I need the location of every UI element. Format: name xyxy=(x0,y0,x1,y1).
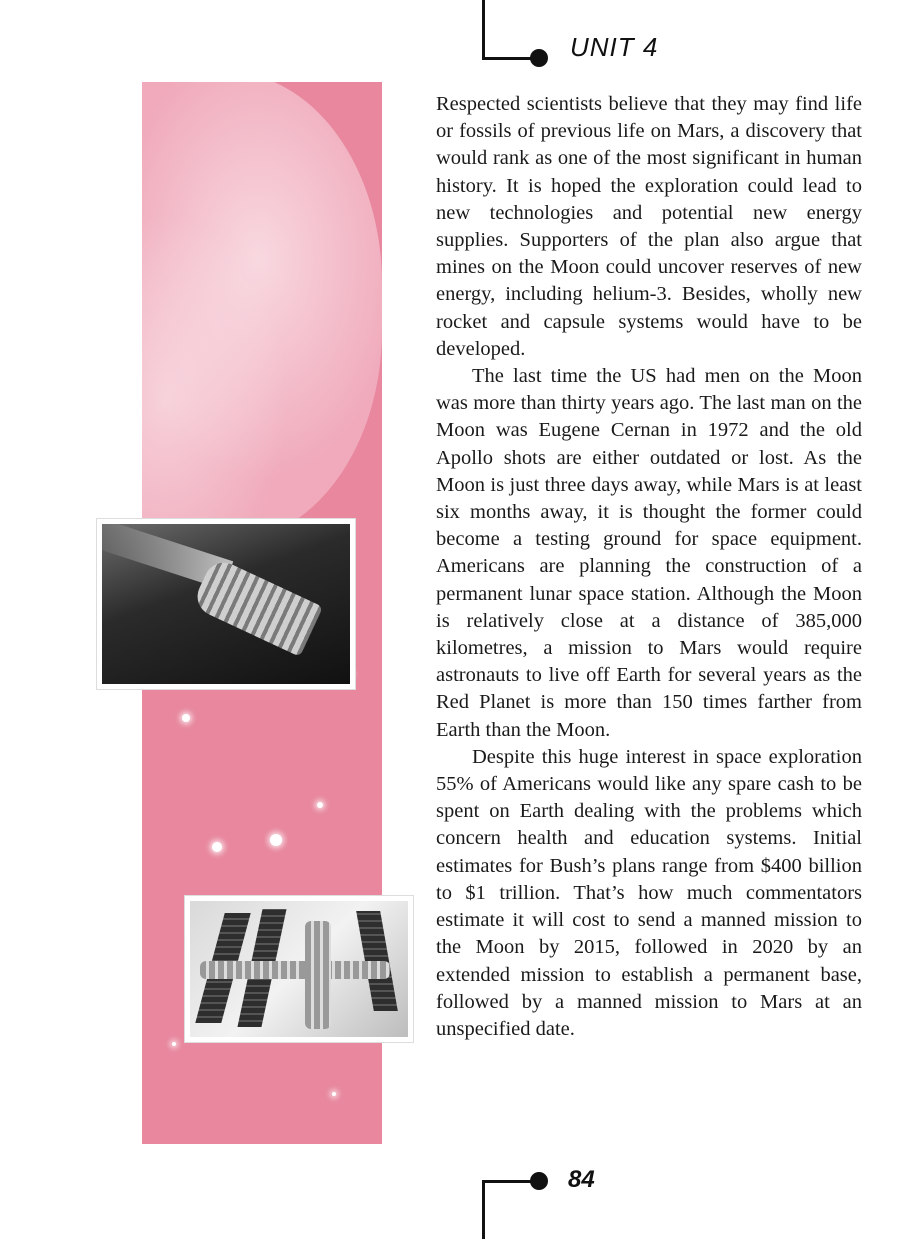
star xyxy=(212,842,222,852)
page-number: 84 xyxy=(568,1166,595,1193)
unit-title: UNIT 4 xyxy=(570,32,659,62)
header-rule-vertical xyxy=(482,0,485,60)
article-body xyxy=(436,91,862,1043)
footer-rule-vertical xyxy=(482,1180,485,1239)
star xyxy=(182,714,190,722)
star xyxy=(317,802,323,808)
rocket-icon xyxy=(191,556,323,657)
article-paragraph: The last time the US had men on the Moon was more than thirty years ago. The last man on the Moon was Eugene Cernan in 1972 and the old Apollo shots are either outdated or lost. As the Moon is just three days away, while Mars is at least six months away, it is thought the former could become a testing ground for space equipment. Americans are planning the construction of a permanent lunar space station. Although the Moon is relatively close at a distance of 385,000 kilometres, a mission to Mars would require astronauts to live off Earth for several years as the Red Planet is more than 150 times farther from Earth than the Moon. xyxy=(436,365,862,741)
earth-globe xyxy=(142,82,382,542)
station-module xyxy=(305,921,331,1029)
footer-bullet-icon xyxy=(530,1172,548,1190)
space-station-photo xyxy=(185,896,413,1042)
article-paragraph: Respected scientists believe that they may find life or fossils of previous life on Mars, a discovery that would rank as one of the most significant in human history. It is hoped the exploration could lead to new technologies and potential new energy supplies. Supporters of the plan also argue that mines on the Moon could uncover reserves of new energy, including helium-3. Besides, wholly new rocket and capsule systems would have to be developed. xyxy=(436,93,862,360)
star xyxy=(172,1042,176,1046)
article-paragraph: Despite this huge interest in space exploration 55% of Americans would like any spare cash to be spent on Earth dealing with the problems which concern health and education systems. Initial estimates for Bush’s plans range from $400 billion to $1 trillion. That’s how much commentators estimate it will cost to send a manned mission to the Moon by 2015, followed in 2020 by an extended mission to establish a permanent base, followed by a manned mission to Mars at an unspecified date. xyxy=(436,745,862,1040)
station-module xyxy=(200,961,390,979)
star xyxy=(332,1092,336,1096)
header-bullet-icon xyxy=(530,49,548,67)
star xyxy=(270,834,282,846)
rocket-photo xyxy=(97,519,355,689)
